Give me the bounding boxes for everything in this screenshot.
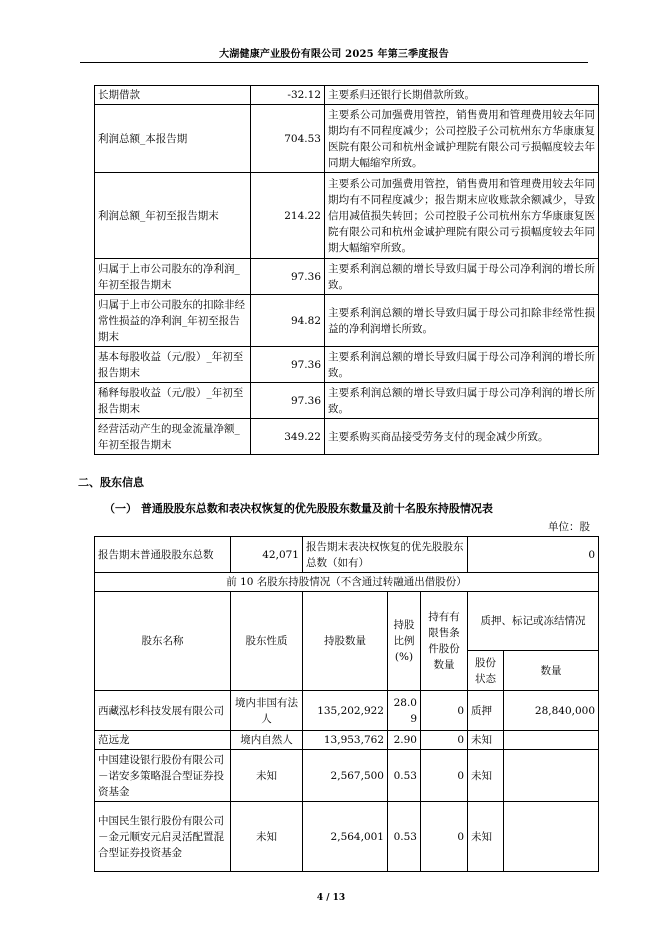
change-reason: 主要系利润总额的增长导致归属于母公司净利润的增长所致。 — [325, 259, 599, 295]
header-pledge-status: 股份状态 — [468, 651, 504, 691]
holder-name: 中国民生银行股份有限公司－金元顺安元启灵活配置混合型证券投资基金 — [95, 802, 231, 872]
change-reason: 主要系利润总额的增长导致归属于母公司净利润的增长所致。 — [325, 347, 599, 383]
change-reason: 主要系公司加强费用管控，销售费用和管理费用较去年同期均有不同程度减少；报告期末应收账款余额减少，导致信用减值损失转回；公司控股子公司杭州东方华康康复医院有限公司和杭州金诚护理院有限公司亏损幅度较去年同期大幅缩窄所致。 — [325, 173, 599, 259]
change-row — [95, 295, 599, 347]
holder-nature: 境内非国有法人 — [231, 691, 303, 731]
change-value: -32.12 — [251, 86, 325, 105]
change-value: 97.36 — [251, 259, 325, 295]
change-value: 349.22 — [251, 419, 325, 455]
change-row — [95, 419, 599, 455]
holder-nature: 境内自然人 — [231, 731, 303, 750]
pref-holders-value: 0 — [468, 537, 599, 573]
changes-table — [94, 85, 599, 455]
holder-restricted: 0 — [421, 802, 468, 872]
change-value: 94.82 — [251, 295, 325, 347]
holder-pledge-status: 质押 — [468, 691, 504, 731]
holder-pledge-status: 未知 — [468, 731, 504, 750]
change-value: 214.22 — [251, 173, 325, 259]
header-nature: 股东性质 — [231, 592, 303, 691]
change-value: 704.53 — [251, 105, 325, 173]
header-shares: 持股数量 — [303, 592, 388, 691]
holder-ratio: 0.53 — [388, 802, 421, 872]
change-item: 利润总额_本报告期 — [95, 105, 251, 173]
holder-ratio: 2.90 — [388, 731, 421, 750]
holder-pledge-qty: 28,840,000 — [504, 691, 599, 731]
holder-name: 范远龙 — [95, 731, 231, 750]
holder-shares: 2,567,500 — [303, 750, 388, 802]
change-item: 利润总额_年初至报告期末 — [95, 173, 251, 259]
change-item: 归属于上市公司股东的扣除非经常性损益的净利润_年初至报告期末 — [95, 295, 251, 347]
shareholder-row — [95, 750, 599, 802]
shareholders-table — [94, 536, 599, 872]
holder-shares: 2,564,001 — [303, 802, 388, 872]
change-item: 归属于上市公司股东的净利润_年初至报告期末 — [95, 259, 251, 295]
change-reason: 主要系利润总额的增长导致归属于母公司净利润的增长所致。 — [325, 383, 599, 419]
holder-shares: 13,953,762 — [303, 731, 388, 750]
header-pledge-group: 质押、标记或冻结情况 — [468, 592, 599, 651]
section-subtitle: （一） 普通股股东总数和表决权恢复的优先股股东数量及前十名股东持股情况表 — [104, 502, 493, 515]
header-rule — [80, 62, 588, 63]
section-title: 二、股东信息 — [78, 476, 144, 489]
change-row — [95, 347, 599, 383]
change-reason: 主要系购买商品接受劳务支付的现金减少所致。 — [325, 419, 599, 455]
holder-shares: 135,202,922 — [303, 691, 388, 731]
change-row — [95, 86, 599, 105]
change-item: 稀释每股收益（元/股）_年初至报告期末 — [95, 383, 251, 419]
shareholder-row — [95, 802, 599, 872]
change-value: 97.36 — [251, 383, 325, 419]
shareholder-row — [95, 731, 599, 750]
holder-pledge-qty — [504, 750, 599, 802]
holder-ratio: 28.09 — [388, 691, 421, 731]
holder-pledge-qty — [504, 802, 599, 872]
holder-pledge-status: 未知 — [468, 750, 504, 802]
change-row — [95, 259, 599, 295]
holder-restricted: 0 — [421, 731, 468, 750]
top10-caption: 前 10 名股东持股情况（不含通过转融通出借股份） — [95, 573, 599, 592]
page-number: 4 / 13 — [316, 893, 346, 903]
holder-name: 中国建设银行股份有限公司－诺安多策略混合型证券投资基金 — [95, 750, 231, 802]
change-reason: 主要系利润总额的增长导致归属于母公司扣除非经常性损益的净利润增长所致。 — [325, 295, 599, 347]
change-row — [95, 105, 599, 173]
change-value: 97.36 — [251, 347, 325, 383]
header-pledge-qty: 数量 — [504, 651, 599, 691]
holder-nature: 未知 — [231, 802, 303, 872]
header-name: 股东名称 — [95, 592, 231, 691]
holder-pledge-status: 未知 — [468, 802, 504, 872]
header-ratio: 持股比例(%) — [388, 592, 421, 691]
shareholder-row — [95, 691, 599, 731]
holder-name: 西藏泓杉科技发展有限公司 — [95, 691, 231, 731]
total-holders-label: 报告期末普通股股东总数 — [95, 537, 231, 573]
holder-restricted: 0 — [421, 691, 468, 731]
change-reason: 主要系归还银行长期借款所致。 — [325, 86, 599, 105]
change-row — [95, 383, 599, 419]
unit-label: 单位：股 — [548, 521, 590, 533]
holder-nature: 未知 — [231, 750, 303, 802]
change-item: 基本每股收益（元/股）_年初至报告期末 — [95, 347, 251, 383]
change-item: 长期借款 — [95, 86, 251, 105]
pref-holders-label: 报告期末表决权恢复的优先股股东总数（如有） — [303, 537, 468, 573]
holder-pledge-qty — [504, 731, 599, 750]
change-row — [95, 173, 599, 259]
total-holders-value: 42,071 — [231, 537, 303, 573]
holder-restricted: 0 — [421, 750, 468, 802]
page-header-title: 大湖健康产业股份有限公司 2025 年第三季度报告 — [219, 49, 449, 60]
header-restricted: 持有有限售条件股份数量 — [421, 592, 468, 691]
change-item: 经营活动产生的现金流量净额_年初至报告期末 — [95, 419, 251, 455]
holder-ratio: 0.53 — [388, 750, 421, 802]
change-reason: 主要系公司加强费用管控，销售费用和管理费用较去年同期均有不同程度减少；公司控股子公司杭州东方华康康复医院有限公司和杭州金诚护理院有限公司亏损幅度较去年同期大幅缩窄所致。 — [325, 105, 599, 173]
